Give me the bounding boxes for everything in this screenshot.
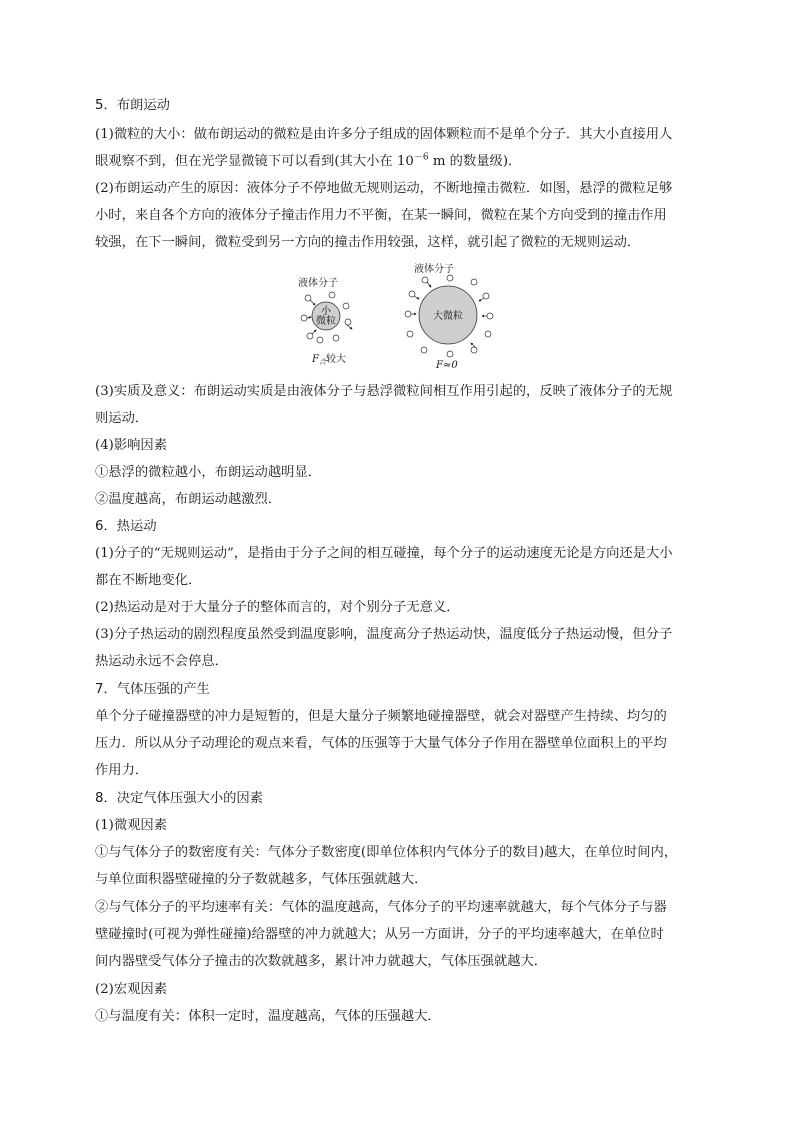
sec8-macro-heading: (2)宏观因素 bbox=[95, 982, 168, 997]
sec5-p1-line2-text: 眼观察不到，但在光学显微镜下可以看到(其大小在 10 bbox=[95, 154, 414, 169]
right-liquid-molecule-label: 液体分子 bbox=[414, 264, 454, 275]
exponent: －6 bbox=[413, 152, 429, 163]
section-7-heading: 7．气体压强的产生 bbox=[95, 682, 210, 697]
sec5-p4-item1: ①悬浮的微粒越小，布朗运动越明显． bbox=[95, 465, 322, 480]
left-caption: $F_合$较大 bbox=[312, 354, 346, 366]
left-liquid-molecule-label: 液体分子 bbox=[298, 278, 338, 289]
sec8-m2-line1: ②与气体分子的平均速率有关：气体的温度越高，气体分子的平均速率就越大，每个气体分子与器 bbox=[95, 900, 667, 915]
section-5-heading: 5．布朗运动 bbox=[95, 98, 170, 113]
sec5-p2-line1: (2)布朗运动产生的原因：液体分子不停地做无规则运动，不断地撞击微粒．如图，悬浮的微粒足够 bbox=[95, 181, 673, 196]
sec5-p1-line2-unit: m 的数量级)． bbox=[428, 154, 522, 169]
small-particle-label-2: 微粒 bbox=[316, 316, 336, 327]
sec8-micro-heading: (1)微观因素 bbox=[95, 818, 168, 833]
sec5-p2-line2: 小时，来自各个方向的液体分子撞击作用力不平衡，在某一瞬间，微粒在某个方向受到的撞击作用 bbox=[95, 208, 667, 223]
section-8-heading: 8．决定气体压强大小的因素 bbox=[95, 791, 264, 806]
sec5-p1-line1: (1)微粒的大小：做布朗运动的微粒是由许多分子组成的固体颗粒而不是单个分子．其大小直接用人 bbox=[95, 127, 673, 142]
sec6-p3-line1: (3)分子热运动的剧烈程度虽然受到温度影响，温度高分子热运动快，温度低分子热运动慢，但分子 bbox=[95, 627, 673, 642]
sec5-p4-heading: (4)影响因素 bbox=[95, 438, 168, 453]
sec5-p2-line3: 较强，在下一瞬间，微粒受到另一方向的撞击作用较强，这样，就引起了微粒的无规则运动． bbox=[95, 235, 641, 250]
sec6-p1-line1: (1)分子的“无规则运动”，是指由于分子之间的相互碰撞，每个分子的运动速度无论是方向还是大小 bbox=[95, 546, 673, 561]
sec5-p3-line2: 则运动． bbox=[95, 411, 149, 426]
right-caption: F≈0 bbox=[436, 360, 458, 371]
sec8-m1-line2: 与单位面积器壁碰撞的分子数就越多，气体压强就越大． bbox=[95, 872, 428, 887]
sec8-a1-line1: ①与温度有关：体积一定时，温度越高，气体的压强越大． bbox=[95, 1009, 441, 1024]
sec7-p1-line2: 压力．所以从分子动理论的观点来看，气体的压强等于大量气体分子作用在器壁单位面积上的平均 bbox=[95, 736, 667, 751]
large-particle-label: 大微粒 bbox=[433, 311, 463, 322]
sec8-m2-line2: 壁碰撞时(可视为弹性碰撞)给器壁的冲力就越大；从另一方面讲，分子的平均速率越大，在单位时 bbox=[95, 927, 664, 942]
sec7-p1-line3: 作用力． bbox=[95, 763, 149, 778]
sec7-p1-line1: 单个分子碰撞器壁的冲力是短暂的，但是大量分子频繁地碰撞器壁，就会对器壁产生持续、均匀的 bbox=[95, 709, 667, 724]
sec5-p3-line1: (3)实质及意义：布朗运动实质是由液体分子与悬浮微粒间相互作用引起的，反映了液体分子的无规 bbox=[95, 384, 673, 399]
sec5-p1-line2 bbox=[95, 153, 705, 170]
sec8-m2-line3: 间内器壁受气体分子撞击的次数就越多，累计冲力就越大，气体压强就越大． bbox=[95, 954, 548, 969]
sec6-p3-line2: 热运动永远不会停息． bbox=[95, 654, 228, 669]
brownian-motion-figure bbox=[290, 260, 510, 372]
sec6-p1-line2: 都在不断地变化． bbox=[95, 573, 202, 588]
sec5-p4-item2: ②温度越高，布朗运动越激烈． bbox=[95, 492, 282, 507]
small-particle-label-1: 小 bbox=[321, 306, 331, 317]
sec6-p2-line1: (2)热运动是对于大量分子的整体而言的，对个别分子无意义． bbox=[95, 600, 460, 615]
section-6-heading: 6．热运动 bbox=[95, 519, 157, 534]
sec8-m1-line1: ①与气体分子的数密度有关：气体分子数密度(即单位体积内气体分子的数目)越大，在单位时间内， bbox=[95, 845, 678, 860]
